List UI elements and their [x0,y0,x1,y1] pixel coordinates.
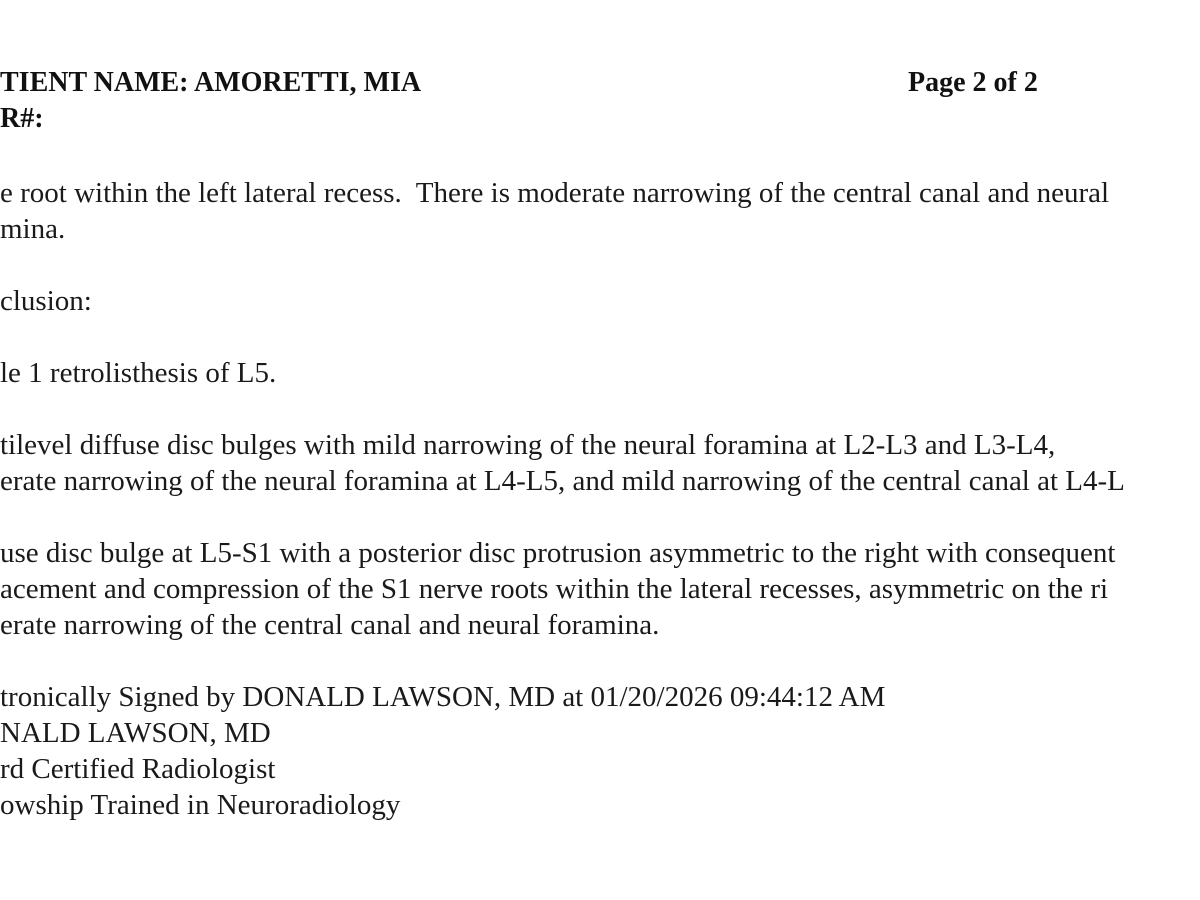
page-indicator: Page 2 of 2 [908,67,1038,98]
conclusion-item-2-line-2: erate narrowing of the neural foramina at L4-L5, and mild narrowing of the central canal at L4-L [0,465,1125,497]
conclusion-item-1-line-1: le 1 retrolisthesis of L5. [0,357,277,389]
conclusion-item-2-line-1: tilevel diffuse disc bulges with mild narrowing of the neural foramina at L2-L3 and L3-L4, [0,429,1056,461]
signature-name: NALD LAWSON, MD [0,717,271,749]
mr-number-label: R#: [0,103,44,134]
findings-line-2: mina. [0,213,66,245]
signature-title: rd Certified Radiologist [0,753,276,785]
conclusion-heading: clusion: [0,285,92,317]
patient-name: TIENT NAME: AMORETTI, MIA [0,67,422,98]
findings-line-1: e root within the left lateral recess. There is moderate narrowing of the central canal and neural [0,177,1110,209]
signature-signed-line: tronically Signed by DONALD LAWSON, MD at 01/20/2026 09:44:12 AM [0,681,886,713]
signature-fellowship: owship Trained in Neuroradiology [0,789,401,821]
conclusion-item-3-line-1: use disc bulge at L5-S1 with a posterior disc protrusion asymmetric to the right with consequent [0,537,1116,569]
conclusion-item-3-line-3: erate narrowing of the central canal and neural foramina. [0,609,660,641]
conclusion-item-3-line-2: acement and compression of the S1 nerve roots within the lateral recesses, asymmetric on the ri [0,573,1109,605]
